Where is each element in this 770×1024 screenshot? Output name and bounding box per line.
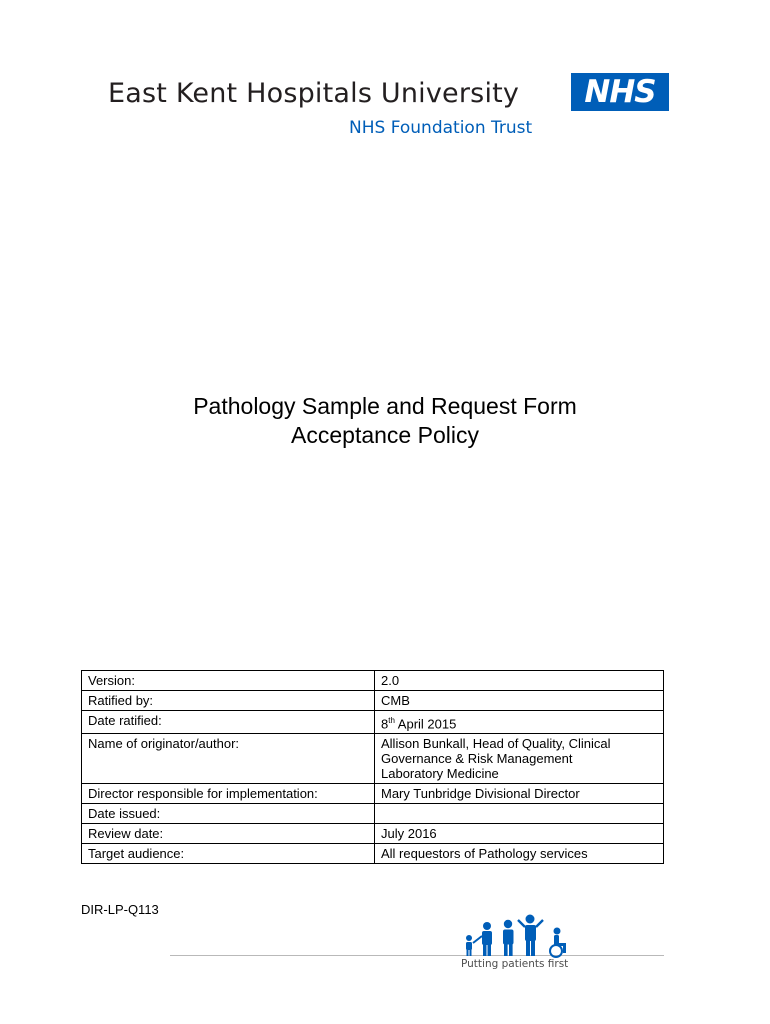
document-title xyxy=(0,392,770,450)
ratified-by-value: CMB xyxy=(375,691,664,711)
date-issued-label: Date issued: xyxy=(82,804,375,824)
ratified-by-label: Ratified by: xyxy=(82,691,375,711)
review-date-label: Review date: xyxy=(82,824,375,844)
author-label: Name of originator/author: xyxy=(82,734,375,784)
nhs-logo: NHS xyxy=(571,73,669,111)
table-row xyxy=(82,711,664,734)
date-ratified-rest: April 2015 xyxy=(394,716,457,732)
version-value: 2.0 xyxy=(375,671,664,691)
director-label: Director responsible for implementation: xyxy=(82,784,375,804)
org-name: East Kent Hospitals University xyxy=(108,78,520,109)
date-ratified-suffix: th xyxy=(388,716,395,725)
target-audience-label: Target audience: xyxy=(82,844,375,864)
footer-tagline: Putting patients first xyxy=(461,958,569,970)
date-ratified-day: 8 xyxy=(381,716,389,732)
date-ratified-value xyxy=(375,711,664,734)
date-ratified-label: Date ratified: xyxy=(82,711,375,734)
table-row xyxy=(82,844,664,864)
version-label: Version: xyxy=(82,671,375,691)
author-line-1: Allison Bunkall, Head of Quality, Clinical xyxy=(381,736,611,752)
review-date-value: July 2016 xyxy=(375,824,664,844)
director-value: Mary Tunbridge Divisional Director xyxy=(375,784,664,804)
author-line-2: Governance & Risk Management xyxy=(381,751,573,767)
author-line-3: Laboratory Medicine xyxy=(381,766,499,782)
document-reference: DIR-LP-Q113 xyxy=(81,902,159,917)
target-audience-value: All requestors of Pathology services xyxy=(375,844,664,864)
org-subtitle: NHS Foundation Trust xyxy=(349,118,533,138)
table-row xyxy=(82,824,664,844)
table-row xyxy=(82,671,664,691)
title-line-2: Acceptance Policy xyxy=(291,422,479,448)
footer-divider xyxy=(170,955,664,956)
title-line-1: Pathology Sample and Request Form xyxy=(193,393,577,419)
author-value xyxy=(375,734,664,784)
document-metadata-table xyxy=(81,670,664,864)
table-row xyxy=(82,784,664,804)
table-row xyxy=(82,804,664,824)
date-issued-value xyxy=(375,804,664,824)
table-row xyxy=(82,734,664,784)
table-row xyxy=(82,691,664,711)
